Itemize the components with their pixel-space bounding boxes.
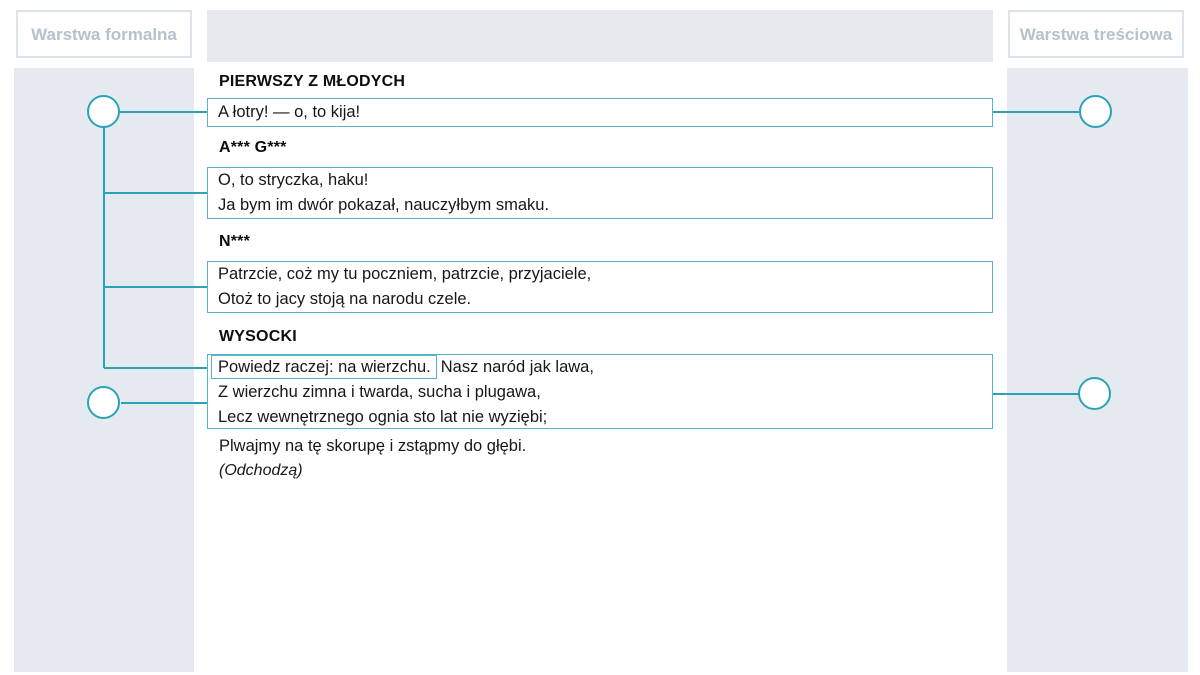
quote-4-line-3: Lecz wewnętrznego ognia sto lat nie wyziębi;: [218, 408, 548, 426]
top-header-bar: [207, 10, 993, 62]
highlighted-phrase-box[interactable]: Powiedz raczej: na wierzchu.: [211, 355, 437, 379]
content-node-2[interactable]: [1078, 377, 1111, 410]
stage-direction: (Odchodzą): [219, 462, 303, 479]
speaker-n: N***: [219, 233, 251, 250]
formal-layer-label: Warstwa formalna: [16, 10, 192, 58]
quote-3-line-1: Patrzcie, coż my tu poczniem, patrzcie, przyjaciele,: [218, 265, 592, 283]
quote-2-line-1: O, to stryczka, haku!: [218, 171, 369, 189]
formal-layer-panel: [14, 68, 194, 672]
quote-box-1[interactable]: [207, 98, 993, 127]
quote-box-4[interactable]: [207, 354, 993, 429]
quote-box-3[interactable]: [207, 261, 993, 313]
quote-1-line-1: A łotry! — o, to kija!: [218, 103, 361, 121]
quote-4-line-1: [218, 355, 982, 380]
quote-box-2[interactable]: [207, 167, 993, 219]
speaker-wysocki: WYSOCKI: [219, 328, 297, 345]
formal-node-2[interactable]: [87, 386, 120, 419]
content-layer-panel: [1007, 68, 1188, 672]
formal-node-1[interactable]: [87, 95, 120, 128]
speaker-pierwszy-z-mlodych: PIERWSZY Z MŁODYCH: [219, 73, 406, 90]
content-node-1[interactable]: [1079, 95, 1112, 128]
quote-2-line-2: Ja bym im dwór pokazał, nauczyłbym smaku.: [218, 196, 550, 214]
closing-verse-line: Plwajmy na tę skorupę i zstąpmy do głębi.: [219, 437, 527, 455]
quote-4-line-1-rest: Nasz naród jak lawa,: [440, 358, 594, 376]
speaker-a-g: A*** G***: [219, 139, 287, 156]
quote-3-line-2: Otoż to jacy stoją na narodu czele.: [218, 290, 472, 308]
quote-4-line-2: Z wierzchu zimna i twarda, sucha i plugawa,: [218, 383, 541, 401]
content-layer-label: Warstwa treściowa: [1008, 10, 1184, 58]
